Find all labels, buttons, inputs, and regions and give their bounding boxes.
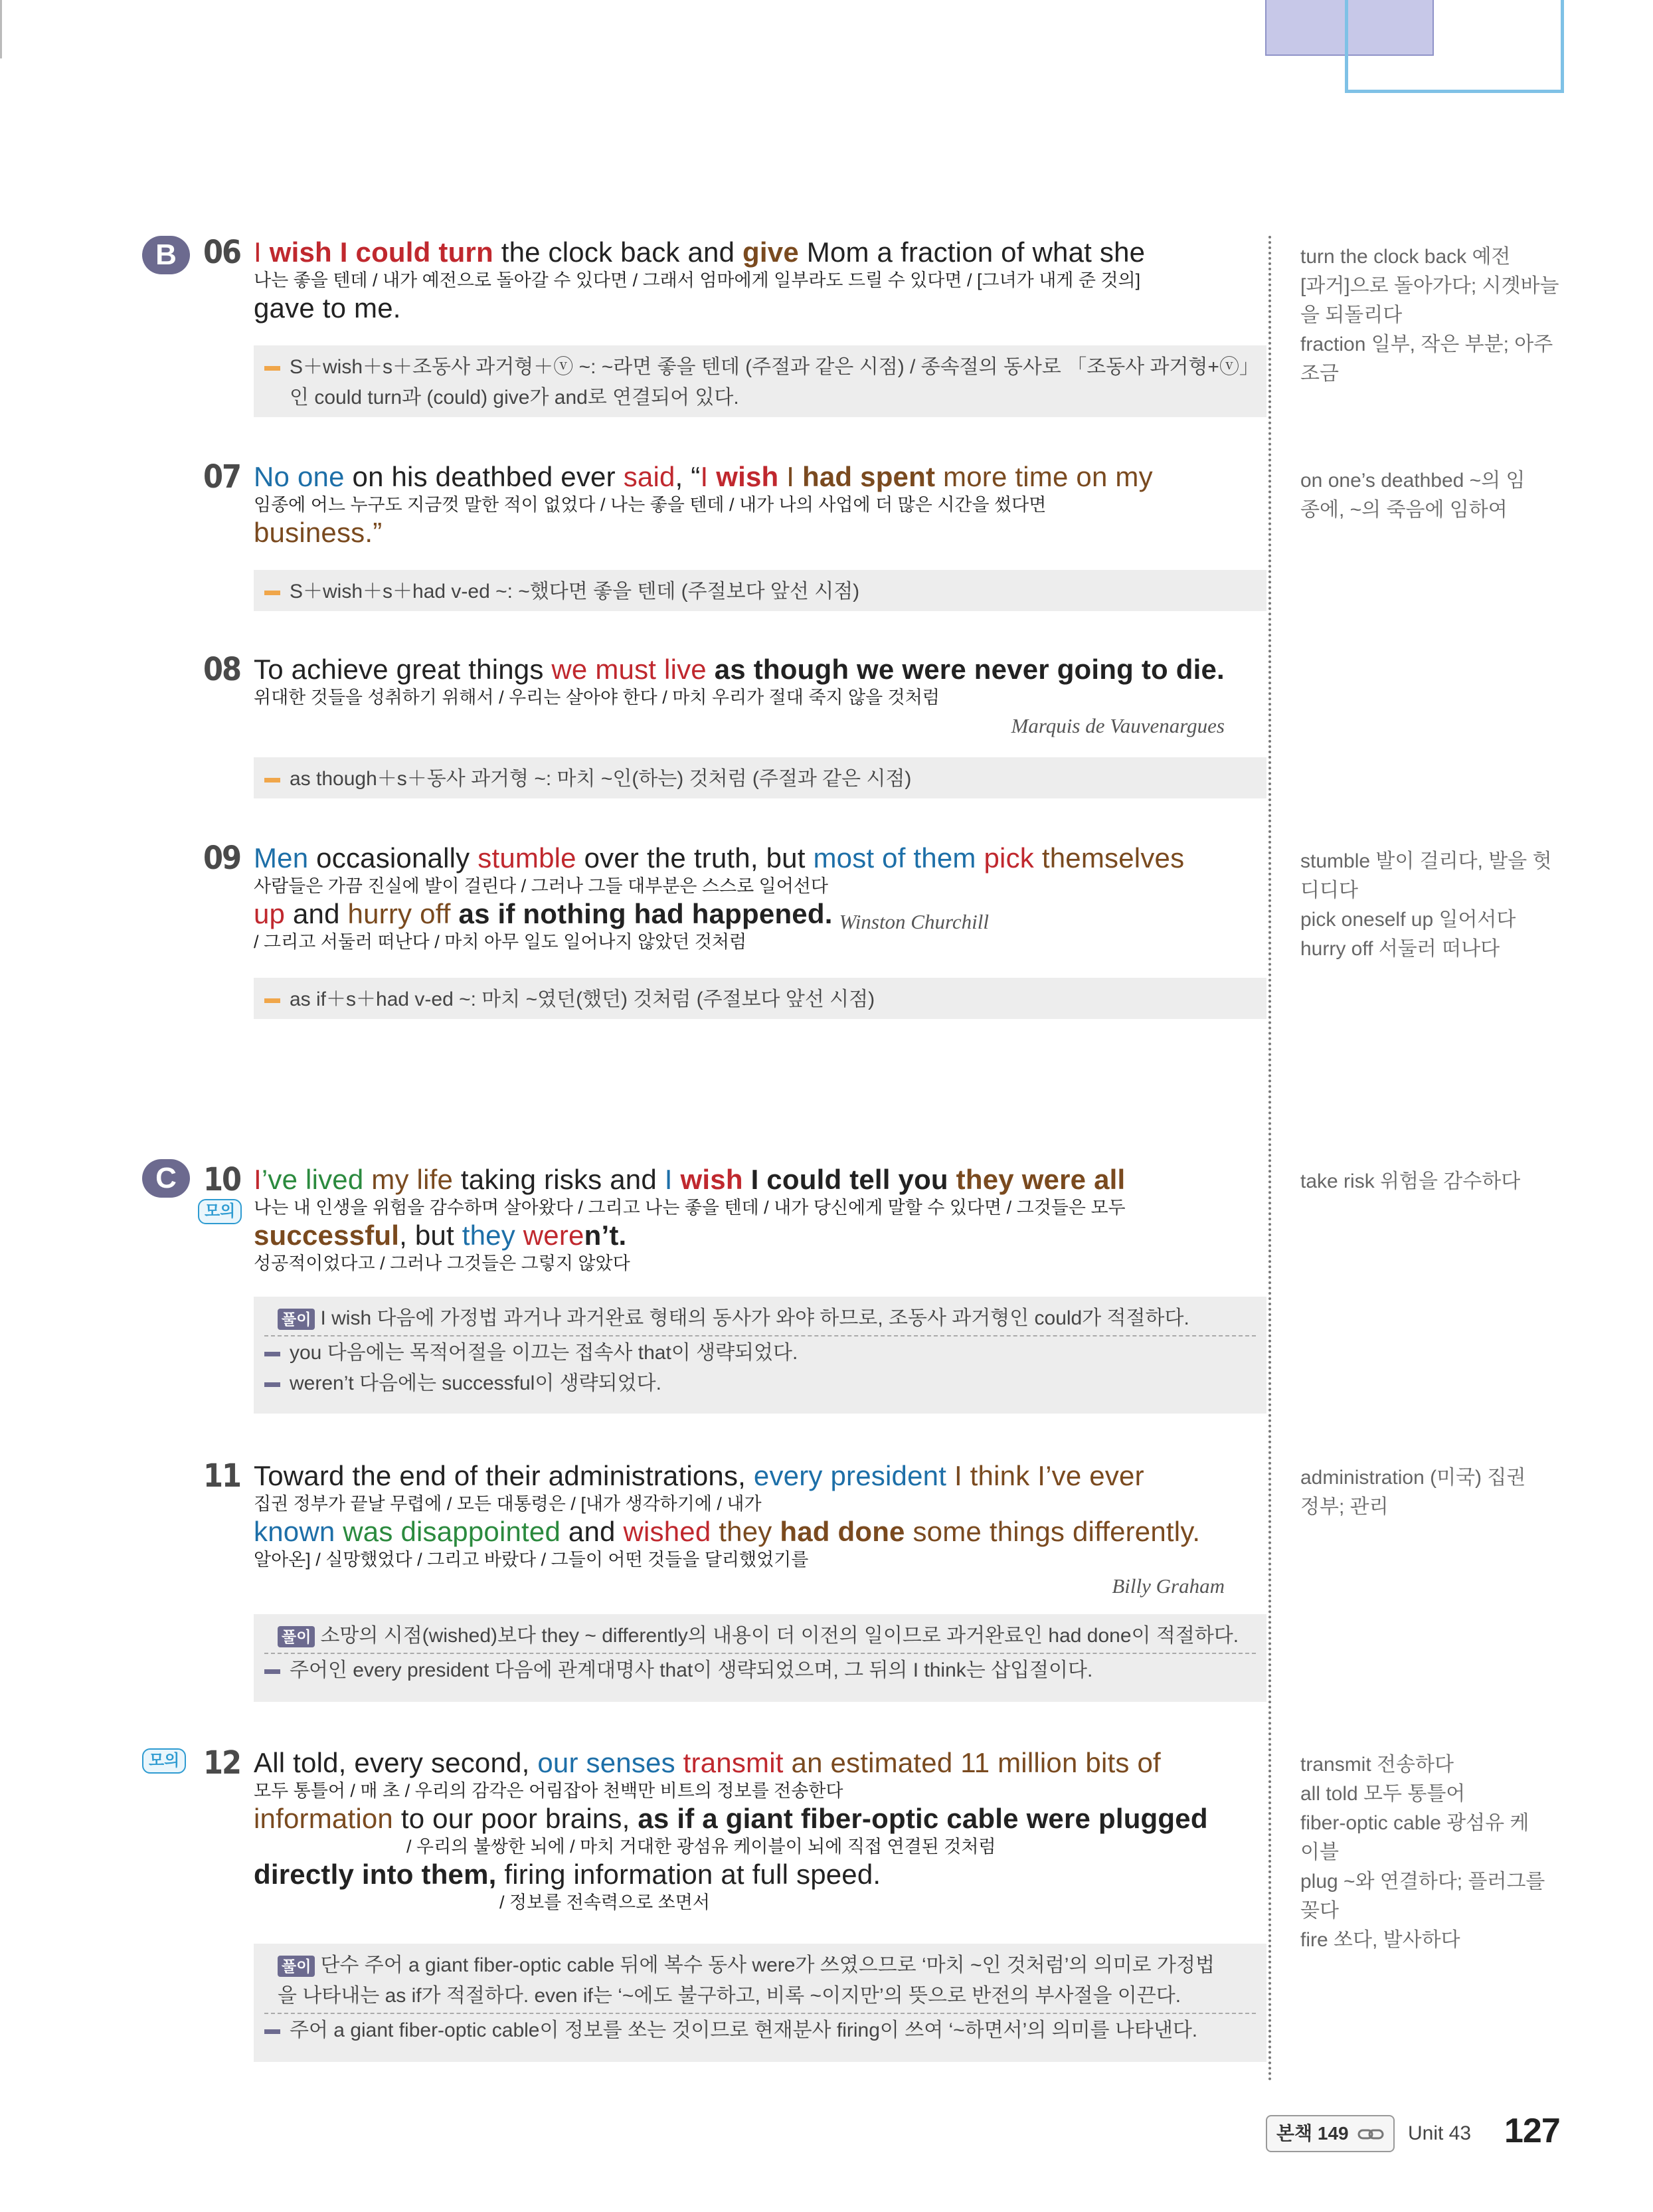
sentence-number: 09 xyxy=(203,840,241,877)
english-line-1: I wish I could turn the clock back and give Mom a fraction of what she xyxy=(254,236,1146,268)
page-number: 127 xyxy=(1504,2112,1560,2150)
english-line-2: information to our poor brains, as if a giant fiber-optic cable were plugged xyxy=(254,1803,1208,1834)
page-edge xyxy=(0,0,2,58)
grammar-note-06: S＋wish＋s＋조동사 과거형＋ⓥ ~: ~라면 좋을 텐데 (주절과 같은 시점) / 종속절의 동사로 「조동사 과거형+ⓥ」 인 could turn과 (could) give가 and로 연결되어 있다. xyxy=(254,345,1266,417)
column-divider xyxy=(1268,236,1271,2082)
sentence-number: 10 xyxy=(203,1161,241,1198)
english-line-2: up and hurry off as if nothing had happened. xyxy=(254,898,833,929)
vocab-07: on one’s deathbed ~의 임 종에, ~의 죽음에 임하여 xyxy=(1300,470,1525,521)
chain-link-icon xyxy=(1357,2118,1384,2152)
korean-gloss-2: / 그리고 서둘러 떠난다 / 마치 아무 일도 일어나지 않았던 것처럼 xyxy=(254,932,747,952)
explanation-label: 풀이 xyxy=(278,1626,315,1647)
sentence-number: 07 xyxy=(203,458,241,496)
dashed-divider xyxy=(264,1335,1256,1336)
dashed-divider xyxy=(264,2013,1256,2014)
sentence-number: 06 xyxy=(203,234,241,271)
corner-decoration-outline xyxy=(1345,0,1564,93)
unit-label: Unit 43 xyxy=(1408,2122,1472,2144)
dashed-divider xyxy=(264,1653,1256,1654)
explanation-12: 풀이 단수 주어 a giant fiber-optic cable 뒤에 복수 동사 were가 쓰였으므로 ‘마치 ~인 것처럼’의 의미로 가정법 을 나타내는 as if가 적절하다. even if는 ‘~에도 불구하고, 비록 ~이지만’의 뜻으로 반전의 부사절을 이끈다. 주어 a giant fiber-optic cable이 정보를 쏘는 것이므로 현재분사 firing이 쓰여 ‘~하면서’의 의미를 나타낸다. xyxy=(254,1944,1266,2062)
korean-gloss-2: 알아온] / 실망했었다 / 그리고 바랐다 / 그들이 어떤 것들을 달리했었기를 xyxy=(254,1550,809,1570)
mock-exam-tag: 모의 xyxy=(142,1748,186,1774)
english-line-2: successful, but they weren’t. xyxy=(254,1220,627,1251)
english-line-3: directly into them, firing information at full speed. xyxy=(254,1859,881,1890)
grammar-note-07: S＋wish＋s＋had v-ed ~: ~했다면 좋을 텐데 (주절보다 앞선 시점) xyxy=(254,570,1266,611)
english-line-2: known was disappointed and wished they had done some things differently. xyxy=(254,1516,1201,1547)
sentence-07 xyxy=(254,460,1230,549)
english-line-1: Toward the end of their administrations, every president I think I’ve ever xyxy=(254,1460,1144,1491)
korean-gloss-3: / 정보를 전속력으로 쏘면서 xyxy=(499,1892,710,1912)
vocab-12: transmit 전송하다 all told 모두 통틀어 fiber-optic cable 광섬유 케 이블 plug ~와 연결하다; 플러그를 꽂다 fire 쏘다, 발사하다 xyxy=(1300,1754,1545,1951)
sentence-06 xyxy=(254,236,1230,325)
korean-gloss-1: 임종에 어느 누구도 지금껏 말한 적이 없었다 / 나는 좋을 텐데 / 내가 나의 사업에 더 많은 시간을 썼다면 xyxy=(254,495,1047,515)
english-line-1: No one on his deathbed ever said, “I wish I had spent more time on my xyxy=(254,461,1153,492)
sentence-12 xyxy=(254,1746,1230,1914)
bullet-bar xyxy=(264,1669,280,1674)
quote-author: Billy Graham xyxy=(1112,1574,1225,1598)
bullet-bar xyxy=(264,591,280,595)
grammar-note-08: as though＋s＋동사 과거형 ~: 마치 ~인(하는) 것처럼 (주절과 같은 시점) xyxy=(254,757,1266,798)
english-line-1: I’ve lived my life taking risks and I wish I could tell you they were all xyxy=(254,1164,1126,1195)
sentence-08 xyxy=(254,653,1230,709)
bullet-bar xyxy=(264,366,280,371)
korean-gloss-1: 위대한 것들을 성취하기 위해서 / 우리는 살아야 한다 / 마치 우리가 절대 죽지 않을 것처럼 xyxy=(254,688,940,707)
korean-gloss-2: 성공적이었다고 / 그러나 그것들은 그렇지 않았다 xyxy=(254,1253,630,1273)
english-line-2: business.” xyxy=(254,517,383,548)
grammar-note-09: as if＋s＋had v-ed ~: 마치 ~였던(했던) 것처럼 (주절보다 앞선 시점) xyxy=(254,978,1266,1019)
mock-exam-tag: 모의 xyxy=(198,1199,242,1224)
explanation-label: 풀이 xyxy=(278,1956,315,1977)
textbook-page-reference: 본책 149 xyxy=(1266,2115,1395,2152)
vocab-10: take risk 위험을 감수하다 xyxy=(1300,1170,1521,1192)
quote-author: Marquis de Vauvenargues xyxy=(1011,714,1225,737)
section-badge-c: C xyxy=(142,1159,190,1198)
english-line-1: Men occasionally stumble over the truth, but most of them pick themselves xyxy=(254,842,1185,874)
sentence-09 xyxy=(254,842,1230,953)
vocab-11: administration (미국) 집권 정부; 관리 xyxy=(1300,1467,1526,1518)
korean-gloss-1: 나는 좋을 텐데 / 내가 예전으로 돌아갈 수 있다면 / 그래서 엄마에게 일부라도 드릴 수 있다면 / [그녀가 내게 준 것의] xyxy=(254,270,1141,290)
english-line-2: gave to me. xyxy=(254,292,401,323)
sentence-number: 11 xyxy=(203,1457,241,1495)
english-line-1: All told, every second, our senses transmit an estimated 11 million bits of xyxy=(254,1747,1161,1778)
bullet-bar xyxy=(264,2029,280,2034)
english-line-1: To achieve great things we must live as though we were never going to die. xyxy=(254,654,1225,685)
section-badge-b: B xyxy=(142,236,190,274)
explanation-label: 풀이 xyxy=(278,1309,315,1330)
sentence-number: 12 xyxy=(203,1744,241,1782)
bullet-bar xyxy=(264,998,280,1003)
bullet-bar xyxy=(264,1382,280,1387)
vocab-09: stumble 발이 걸리다, 발을 헛 디디다 pick oneself up 일어서다 hurry off 서둘러 떠나다 xyxy=(1300,850,1552,960)
korean-gloss-1: 모두 통틀어 / 매 초 / 우리의 감각은 어림잡아 천백만 비트의 정보를 전송한다 xyxy=(254,1781,843,1801)
korean-gloss-1: 사람들은 가끔 진실에 발이 걸린다 / 그러나 그들 대부분은 스스로 일어선다 xyxy=(254,876,828,896)
korean-gloss-2: / 우리의 불쌍한 뇌에 / 마치 거대한 광섬유 케이블이 뇌에 직접 연결된 것처럼 xyxy=(406,1837,996,1857)
korean-gloss-1: 나는 내 인생을 위험을 감수하며 살아왔다 / 그리고 나는 좋을 텐데 / 내가 당신에게 말할 수 있다면 / 그것들은 모두 xyxy=(254,1198,1126,1218)
sentence-number: 08 xyxy=(203,651,241,688)
korean-gloss-1: 집권 정부가 끝날 무렵에 / 모든 대통령은 / [내가 생각하기에 / 내가 xyxy=(254,1494,762,1514)
explanation-11: 풀이 소망의 시점(wished)보다 they ~ differently의 내용이 더 이전의 일이므로 과거완료인 had done이 적절하다. 주어인 every president 다음에 관계대명사 that이 생략되었으며, 그 뒤의 I think는 삽입절이다. xyxy=(254,1614,1266,1702)
quote-author: Winston Churchill xyxy=(839,910,989,933)
sentence-10 xyxy=(254,1163,1230,1275)
explanation-10: 풀이 I wish 다음에 가정법 과거나 과거완료 형태의 동사가 와야 하므로, 조동사 과거형인 could가 적절하다. you 다음에는 목적어절을 이끄는 접속사 that이 생략되었다. weren’t 다음에는 successful이 생략되었다. xyxy=(254,1297,1266,1414)
bullet-bar xyxy=(264,778,280,783)
bullet-bar xyxy=(264,1352,280,1356)
sentence-11 xyxy=(254,1459,1230,1571)
vocab-06: turn the clock back 예전 [과거]으로 돌아가다; 시곗바늘 을 되돌리다 fraction 일부, 작은 부분; 아주 조금 xyxy=(1300,246,1559,385)
